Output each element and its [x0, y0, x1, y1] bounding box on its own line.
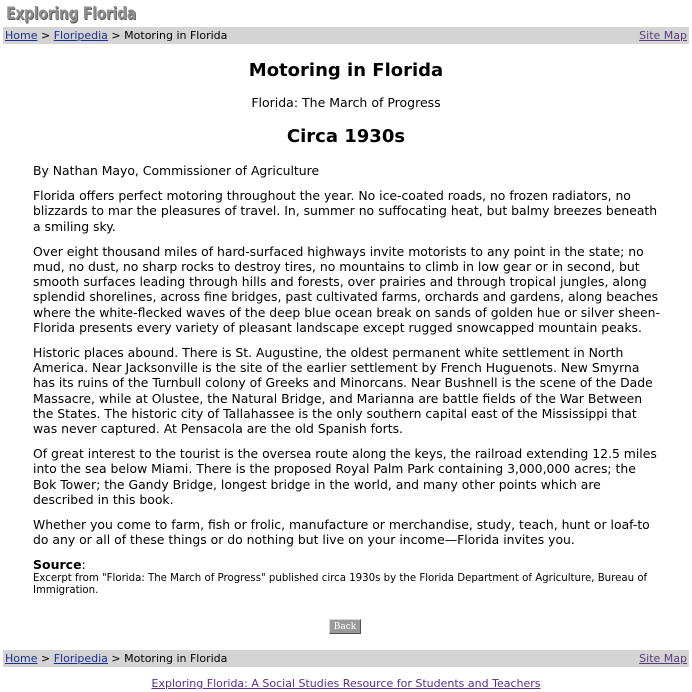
footer	[0, 677, 692, 690]
article-paragraph: Over eight thousand miles of hard-surfaced highways invite motorists to any point in the state; no mud, no dust, no sharp rocks to destroy tires, no mountains to climb in low gear or in second, but smooth surfaces leading through hills and forests, over prairies and through tropical jungles, along splendid shorelines, across fine bridges, past cultivated farms, orchards and gardens, along beaches where the white-flecked waves of the deep blue ocean break on sands of golden hue or silver sheen-Florida presents every variety of pleasant landscape except rugged snowcapped mountain peaks.	[33, 243, 661, 335]
breadcrumb-floripedia-link[interactable]: Floripedia	[53, 29, 108, 42]
footer-home-link[interactable]: Exploring Florida: A Social Studies Resource for Students and Teachers	[151, 677, 541, 690]
breadcrumb-separator: >	[37, 29, 54, 42]
breadcrumb-home-link[interactable]: Home	[5, 29, 38, 42]
breadcrumb-bottom	[3, 650, 689, 667]
breadcrumb-home-link[interactable]: Home	[5, 652, 38, 665]
breadcrumb-separator: >	[107, 652, 125, 665]
site-map-link[interactable]: Site Map	[639, 29, 687, 42]
era-heading: Circa 1930s	[286, 126, 406, 147]
source-text: Excerpt from "Florida: The March of Progress" published circa 1930s by the Florida Department of Agriculture, Bureau of Immigration.	[33, 572, 648, 597]
source-heading: Source:	[33, 557, 86, 573]
article-paragraph: Of great interest to the tourist is the oversea route along the keys, the railroad extending 12.5 miles into the sea below Miami. There is the proposed Royal Palm Park containing 3,000,000 acres; the Bok Tower; the Gandy Bridge, longest bridge in the world, and many other points which are described in this book.	[33, 446, 657, 507]
article-body	[33, 163, 661, 597]
breadcrumb-top	[3, 27, 689, 44]
page-subtitle: Florida: The March of Progress	[251, 95, 441, 110]
article-paragraph: Whether you come to farm, fish or frolic, manufacture or merchandise, study, teach, hunt or loaf-to do any or all of these things or do nothing but live on your income—Florida invites you.	[33, 517, 650, 548]
back-button[interactable]: Back	[329, 619, 361, 634]
breadcrumb-current: Motoring in Florida	[124, 29, 228, 42]
article-paragraph: Florida offers perfect motoring throughout the year. No ice-coated roads, no frozen radiators, no blizzards to mar the pleasures of travel. In, summer no suffocating heat, but balmy breezes beneath a smiling sky.	[33, 188, 658, 234]
breadcrumb-separator: >	[37, 652, 54, 665]
site-logo[interactable]: Exploring Florida	[6, 4, 136, 24]
breadcrumb-separator: >	[107, 29, 125, 42]
breadcrumb-floripedia-link[interactable]: Floripedia	[53, 652, 108, 665]
article-paragraph: Historic places abound. There is St. Augustine, the oldest permanent white settlement in North America. Near Jacksonville is the site of the earlier settlement by French Huguenots. New Smyrna has its ruins of the Turnbull colony of Greeks and Minorcans. Near Bushnell is the scene of the Dade Massacre, while at Olustee, the Natural Bridge, and Marianna are battle fields of the War Between the States. The historic city of Tallahassee is the only southern capital east of the Mississippi that was never captured. At Pensacola are the old Spanish forts.	[33, 345, 653, 437]
site-map-link[interactable]: Site Map	[639, 652, 687, 665]
byline: By Nathan Mayo, Commissioner of Agriculture	[33, 163, 320, 178]
breadcrumb-current: Motoring in Florida	[124, 652, 228, 665]
page-title: Motoring in Florida	[248, 60, 444, 81]
